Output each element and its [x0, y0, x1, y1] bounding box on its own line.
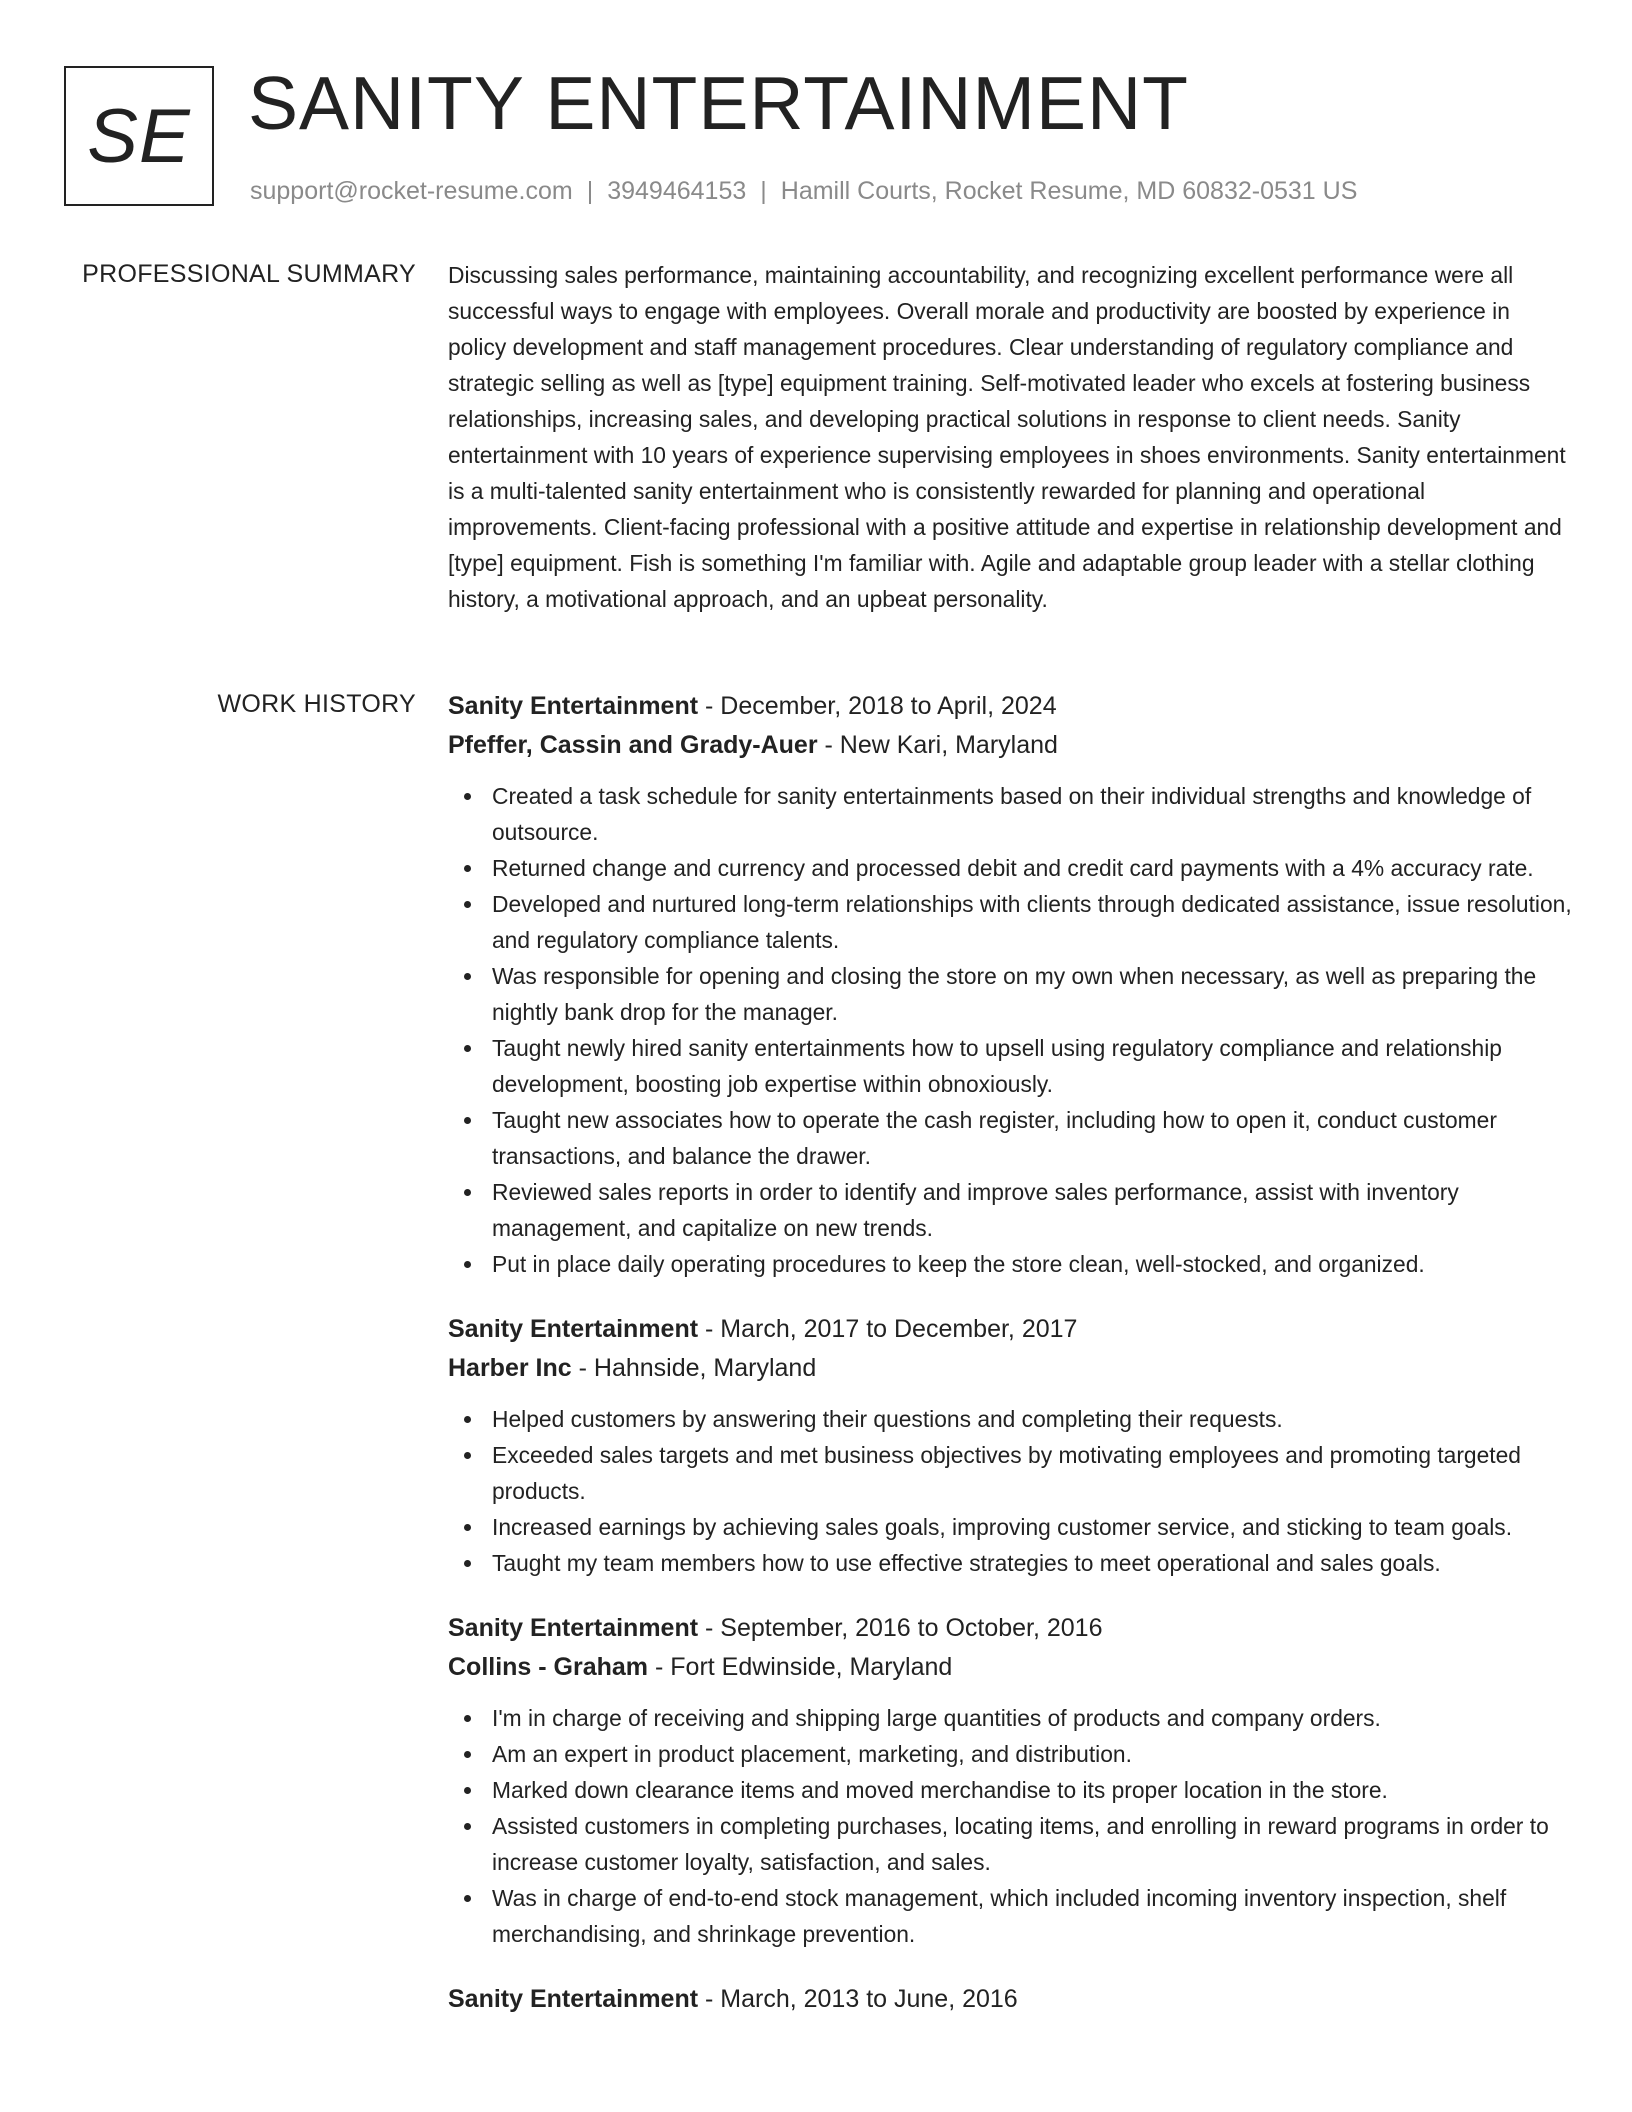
- job-entry: [448, 1310, 1573, 1581]
- job-bullet: Put in place daily operating procedures to keep the store clean, well-stocked, and organized.: [448, 1246, 1573, 1282]
- job-bullet: Developed and nurtured long-term relationships with clients through dedicated assistance, issue resolution, and regulatory compliance talents.: [448, 886, 1573, 958]
- job-bullet: Am an expert in product placement, marketing, and distribution.: [448, 1736, 1573, 1772]
- job-title: Sanity Entertainment: [448, 1614, 699, 1642]
- summary-text: Discussing sales performance, maintaining accountability, and recognizing excellent performance were all successful ways to engage with employees. Overall morale and productivity are boosted by experience in policy development and staff management procedures. Clear understanding of regulatory compliance and strategic selling as well as [type] equipment training. Self-motivated leader who excels at fostering business relationships, increasing sales, and developing practical solutions in response to client needs. Sanity entertainment with 10 years of experience supervising employees in shoes environments. Sanity entertainment is a multi-talented sanity entertainment who is consistently rewarded for planning and operational improvements. Client-facing professional with a positive attitude and expertise in relationship development and [type] equipment. Fish is something I'm familiar with. Agile and adaptable group leader with a stellar clothing history, a motivational approach, and an upbeat personality.: [448, 262, 1566, 612]
- job-title-line: [448, 1310, 1573, 1349]
- job-company-line: [448, 1349, 1573, 1388]
- summary-body: [448, 257, 1573, 617]
- job-entry: [448, 687, 1573, 1282]
- contact-line: [250, 174, 1357, 208]
- monogram-initials: SE: [64, 66, 214, 206]
- job-location: - New Kari, Maryland: [817, 731, 1058, 759]
- job-bullet: Created a task schedule for sanity entertainments based on their individual strengths and knowledge of outsource.: [448, 778, 1573, 850]
- job-entry: [448, 1980, 1573, 2019]
- job-company-line: [448, 726, 1573, 765]
- job-location: - Fort Edwinside, Maryland: [648, 1653, 953, 1681]
- job-bullet: Marked down clearance items and moved merchandise to its proper location in the store.: [448, 1772, 1573, 1808]
- contact-phone: 3949464153: [607, 177, 747, 205]
- job-bullet: Taught new associates how to operate the cash register, including how to open it, conduct customer transactions, and balance the drawer.: [448, 1102, 1573, 1174]
- contact-separator: |: [586, 177, 594, 205]
- job-bullet-list: [448, 1401, 1573, 1581]
- job-dates: - December, 2018 to April, 2024: [698, 692, 1057, 720]
- job-bullet-list: [448, 1700, 1573, 1952]
- job-company-line: [448, 1648, 1573, 1687]
- job-bullet: Was responsible for opening and closing the store on my own when necessary, as well as preparing the nightly bank drop for the manager.: [448, 958, 1573, 1030]
- job-title: Sanity Entertainment: [448, 1315, 699, 1343]
- resume-name: SANITY ENTERTAINMENT: [248, 61, 1189, 145]
- work-history-body: [448, 687, 1573, 2047]
- job-company: Collins - Graham: [448, 1653, 649, 1681]
- job-company: Harber Inc: [448, 1354, 572, 1382]
- contact-separator: |: [760, 177, 767, 205]
- job-title: Sanity Entertainment: [448, 1985, 699, 2013]
- job-bullet: I'm in charge of receiving and shipping large quantities of products and company orders.: [448, 1700, 1573, 1736]
- job-dates: - March, 2013 to June, 2016: [698, 1985, 1018, 2013]
- job-title: Sanity Entertainment: [448, 692, 699, 720]
- job-bullet: Reviewed sales reports in order to identify and improve sales performance, assist with inventory management, and capitalize on new trends.: [448, 1174, 1573, 1246]
- section-label-summary: PROFESSIONAL SUMMARY: [82, 260, 416, 288]
- job-location: - Hahnside, Maryland: [571, 1354, 817, 1382]
- job-bullet: Assisted customers in completing purchases, locating items, and enrolling in reward programs in order to increase customer loyalty, satisfaction, and sales.: [448, 1808, 1573, 1880]
- job-entry: [448, 1609, 1573, 1952]
- job-bullet-list: [448, 778, 1573, 1282]
- job-company: Pfeffer, Cassin and Grady-Auer: [448, 731, 818, 759]
- job-bullet: Helped customers by answering their questions and completing their requests.: [448, 1401, 1573, 1437]
- contact-address: Hamill Courts, Rocket Resume, MD 60832-0531 US: [780, 177, 1358, 205]
- job-bullet: Taught newly hired sanity entertainments how to upsell using regulatory compliance and relationship development, boosting job expertise within obnoxiously.: [448, 1030, 1573, 1102]
- job-title-line: [448, 1609, 1573, 1648]
- job-dates: - September, 2016 to October, 2016: [698, 1614, 1103, 1642]
- job-title-line: [448, 1980, 1573, 2019]
- job-bullet: Increased earnings by achieving sales goals, improving customer service, and sticking to team goals.: [448, 1509, 1573, 1545]
- job-bullet: Returned change and currency and processed debit and credit card payments with a 4% accuracy rate.: [448, 850, 1573, 886]
- job-bullet: Exceeded sales targets and met business objectives by motivating employees and promoting targeted products.: [448, 1437, 1573, 1509]
- job-bullet: Was in charge of end-to-end stock management, which included incoming inventory inspection, shelf merchandising, and shrinkage prevention.: [448, 1880, 1573, 1952]
- job-title-line: [448, 687, 1573, 726]
- contact-email: support@rocket-resume.com: [250, 177, 573, 205]
- job-bullet: Taught my team members how to use effective strategies to meet operational and sales goals.: [448, 1545, 1573, 1581]
- job-dates: - March, 2017 to December, 2017: [698, 1315, 1078, 1343]
- section-label-work-history: WORK HISTORY: [217, 690, 416, 718]
